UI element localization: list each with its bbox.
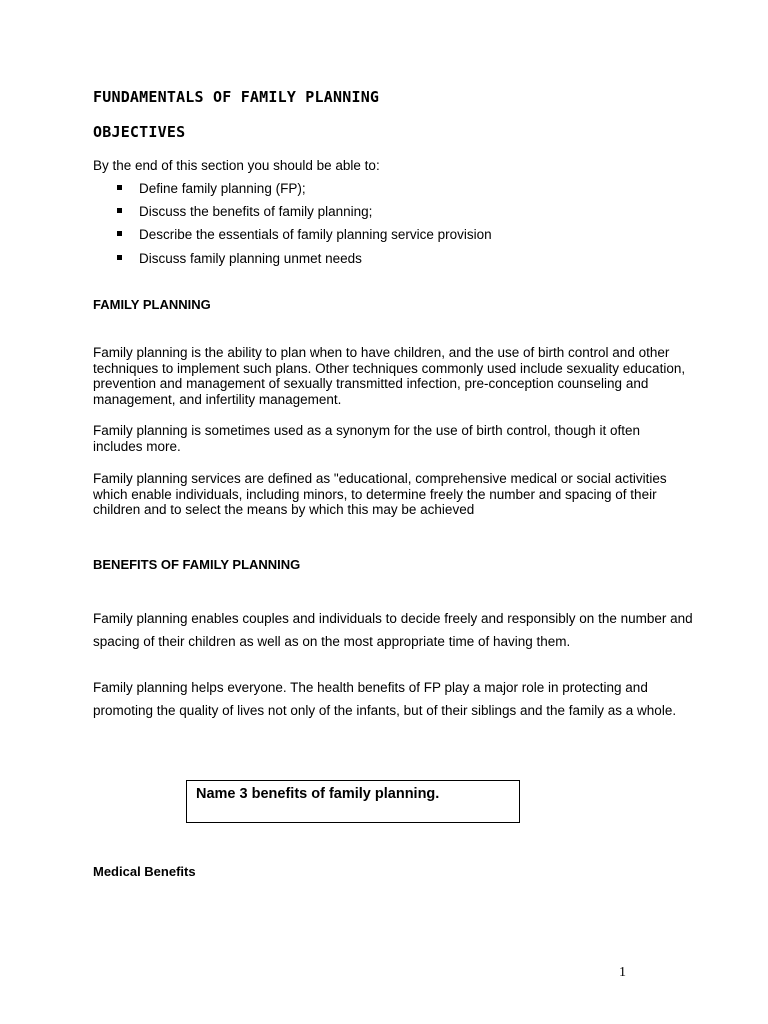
page-number: 1 — [619, 965, 626, 980]
benefits-paragraph: Family planning enables couples and individuals to decide freely and responsibly on the number and spacing of their children as well as on the most appropriate time of having them. — [93, 611, 693, 649]
bullet-square-icon — [117, 208, 122, 213]
fp-paragraph: Family planning services are defined as "educational, comprehensive medical or social activities which enable individuals, including minors, to determine freely the number and spacing of their children and to select the means by which this may be achieved — [93, 471, 667, 517]
benefits-paragraph: Family planning helps everyone. The health benefits of FP play a major role in protecting and promoting the quality of lives not only of the infants, but of their siblings and the family as a whole. — [93, 680, 677, 718]
bullet-square-icon — [117, 231, 122, 236]
document-title: FUNDAMENTALS OF FAMILY PLANNING — [93, 88, 380, 106]
bullet-square-icon — [117, 185, 122, 190]
medical-benefits-heading: Medical Benefits — [93, 864, 196, 879]
family-planning-heading: FAMILY PLANNING — [93, 297, 211, 312]
fp-paragraph: Family planning is the ability to plan when to have children, and the use of birth control and other techniques to implement such plans. Other techniques commonly used include sexuality education, prevention and management of sexually transmitted infection, pre-conception counseling and management, and infertility management. — [93, 345, 686, 407]
objectives-list — [117, 180, 492, 273]
fp-paragraph: Family planning is sometimes used as a synonym for the use of birth control, though it often includes more. — [93, 423, 641, 454]
benefits-heading: BENEFITS OF FAMILY PLANNING — [93, 557, 301, 572]
list-item: Describe the essentials of family planning service provision — [117, 226, 492, 249]
exercise-prompt: Name 3 benefits of family planning. — [196, 786, 440, 802]
bullet-square-icon — [117, 255, 122, 260]
list-item: Discuss family planning unmet needs — [117, 250, 492, 273]
objectives-heading: OBJECTIVES — [93, 123, 186, 141]
exercise-box — [186, 780, 520, 823]
list-item: Define family planning (FP); — [117, 180, 492, 203]
list-item: Discuss the benefits of family planning; — [117, 203, 492, 226]
objectives-intro: By the end of this section you should be able to: — [93, 158, 380, 173]
